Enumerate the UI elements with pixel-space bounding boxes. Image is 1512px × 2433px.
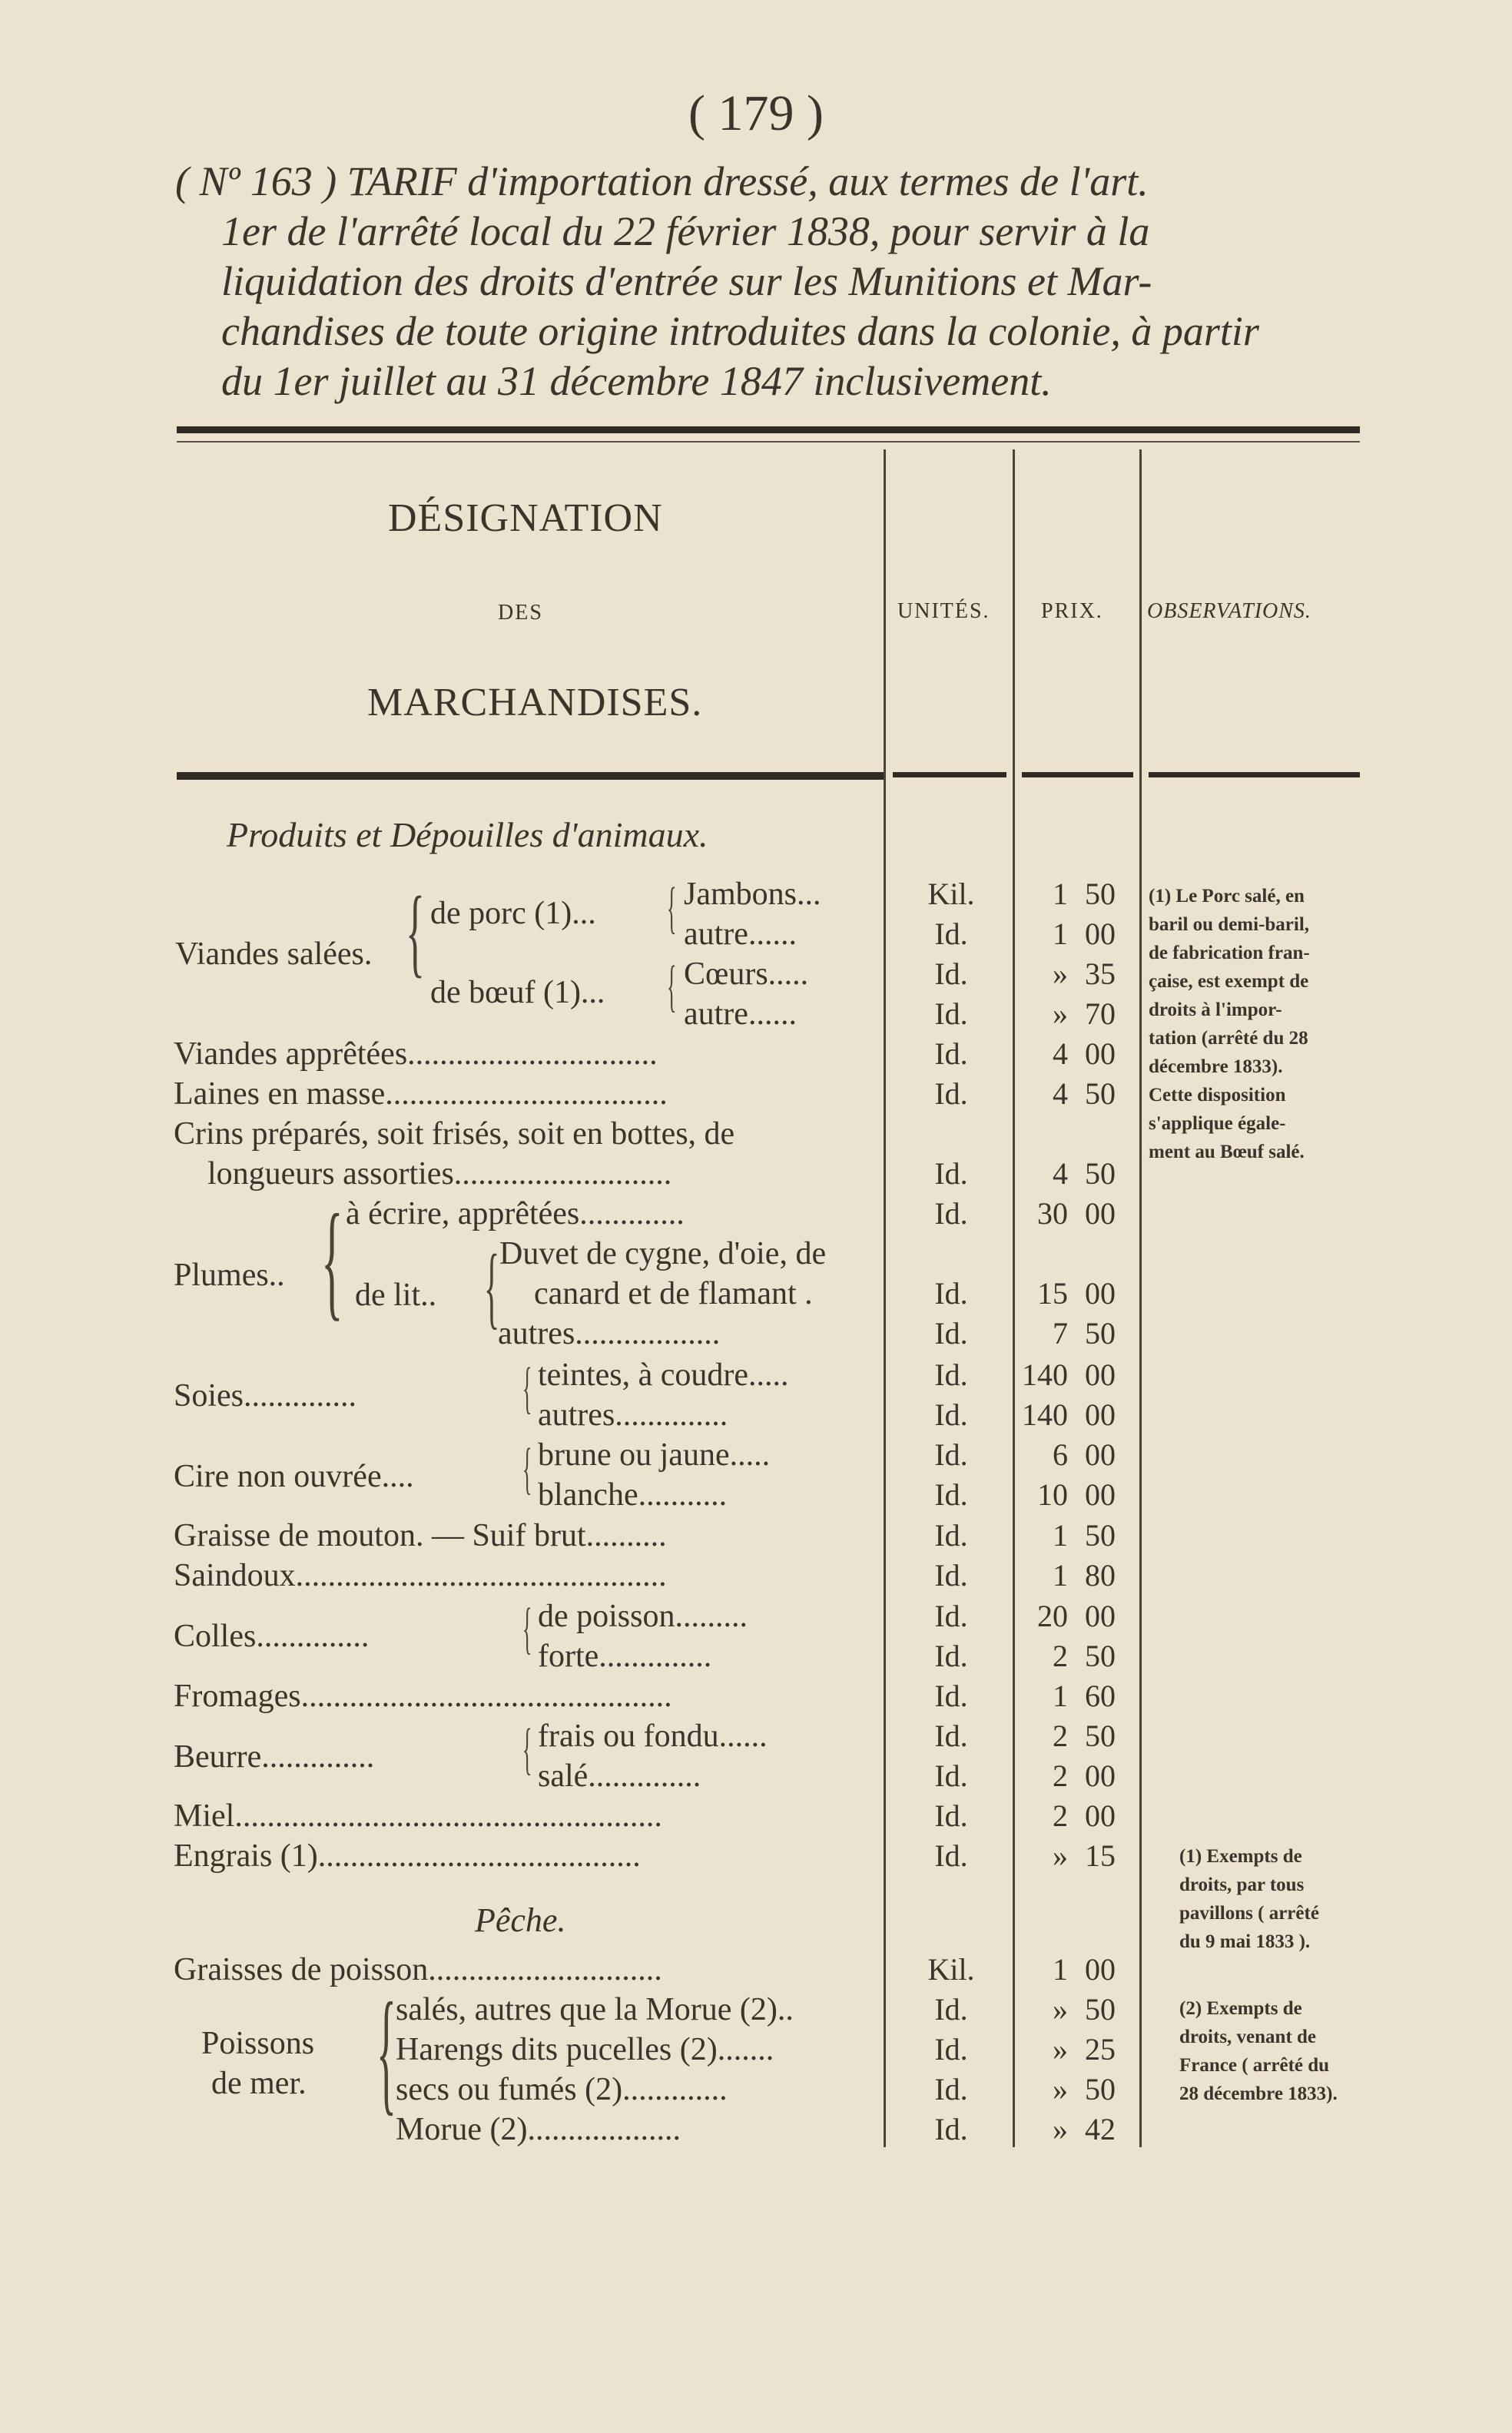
row-label: Morue (2)................... <box>396 2112 681 2147</box>
header-rule-units <box>893 772 1006 777</box>
row-prix-centimes: 50 <box>1085 1518 1116 1553</box>
row-label: autre...... <box>684 917 797 952</box>
row-prix-francs: » <box>1053 2032 1068 2067</box>
row-prix-centimes: 00 <box>1085 1276 1116 1311</box>
label-soies: Soies.............. <box>174 1378 357 1414</box>
row-prix-francs: 1 <box>1053 917 1068 951</box>
row-prix-centimes: 80 <box>1085 1558 1116 1593</box>
row-label: Engrais (1)........................................ <box>174 1838 641 1874</box>
brace-colles: { <box>522 1597 532 1660</box>
row-label: secs ou fumés (2)............. <box>396 2072 728 2107</box>
label-de-lit: de lit.. <box>355 1278 437 1313</box>
row-prix-francs: 1 <box>1053 1518 1068 1553</box>
row-unit: Id. <box>934 1276 968 1311</box>
column-divider-prix <box>1013 449 1015 2147</box>
row-label: blanche........... <box>538 1477 728 1513</box>
brace-viandes: { <box>406 877 425 987</box>
header-des: DES <box>498 601 543 625</box>
observation-note-engrais: (1) Exempts de droits, par tous pavillons ( arrêté du 9 mai 1833 ). <box>1179 1846 1319 1952</box>
row-unit: Id. <box>934 996 968 1031</box>
header-rule-prix <box>1022 772 1133 777</box>
row-unit: Id. <box>934 1758 968 1793</box>
row-prix-centimes: 50 <box>1085 1316 1116 1351</box>
label-de-boeuf: de bœuf (1)... <box>430 975 605 1010</box>
row-label: à écrire, apprêtées............. <box>346 1196 685 1231</box>
column-divider-observations <box>1139 449 1142 2147</box>
label-de-porc: de porc (1)... <box>430 896 596 931</box>
brace-poissons: { <box>376 1974 396 2127</box>
title-line-5: du 1er juillet au 31 décembre 1847 inclusivement. <box>221 358 1052 404</box>
row-label: Fromages.............................................. <box>174 1679 672 1714</box>
row-unit: Id. <box>934 1518 968 1553</box>
section-peche: Pêche. <box>475 1901 566 1939</box>
row-prix-francs: 1 <box>1053 1558 1068 1593</box>
row-prix-francs: 4 <box>1053 1076 1068 1111</box>
row-unit: Id. <box>934 1639 968 1673</box>
title-line-3: liquidation des droits d'entrée sur les Munitions et Mar- <box>221 258 1152 304</box>
row-prix-centimes: 00 <box>1085 1437 1116 1472</box>
top-rule-thick <box>177 426 1360 433</box>
row-prix-francs: 4 <box>1053 1156 1068 1191</box>
row-prix-centimes: 00 <box>1085 1758 1116 1793</box>
row-unit: Id. <box>934 1316 968 1351</box>
row-prix-centimes: 50 <box>1085 1076 1116 1111</box>
row-label: autres.............. <box>538 1397 728 1433</box>
row-unit: Id. <box>934 1397 968 1432</box>
row-prix-centimes: 50 <box>1085 877 1116 911</box>
row-prix-centimes: 00 <box>1085 1357 1116 1392</box>
row-label: Cœurs..... <box>684 956 809 992</box>
label-poissons: Poissons <box>201 2026 315 2061</box>
row-prix-centimes: 15 <box>1085 1838 1116 1873</box>
row-label: Crins préparés, soit frisés, soit en bottes, de <box>174 1116 735 1152</box>
row-prix-centimes: 35 <box>1085 956 1116 991</box>
row-prix-francs: » <box>1053 956 1068 991</box>
row-unit: Id. <box>934 1599 968 1633</box>
row-unit: Id. <box>934 2072 968 2107</box>
row-prix-francs: 6 <box>1053 1437 1068 1472</box>
row-prix-centimes: 50 <box>1085 1992 1116 2027</box>
row-unit: Kil. <box>927 877 975 911</box>
title-line-4: chandises de toute origine introduites dans la colonie, à partir <box>221 308 1259 354</box>
row-prix-francs: » <box>1053 1838 1068 1873</box>
observation-note-poissons: (2) Exempts de droits, venant de France ( arrêté du 28 décembre 1833). <box>1179 1998 1338 2104</box>
row-prix-francs: 1 <box>1053 877 1068 911</box>
row-unit: Id. <box>934 1357 968 1392</box>
brace-soies: { <box>522 1357 532 1420</box>
row-label: salés, autres que la Morue (2).. <box>396 1992 794 2027</box>
row-label: Graisse de mouton. — Suif brut.......... <box>174 1518 667 1553</box>
row-prix-francs: 140 <box>1022 1357 1068 1392</box>
row-prix-francs: 2 <box>1053 1719 1068 1753</box>
row-label: Saindoux.............................................. <box>174 1558 667 1593</box>
label-plumes: Plumes.. <box>174 1258 285 1293</box>
row-unit: Id. <box>934 956 968 991</box>
row-unit: Id. <box>934 1076 968 1111</box>
observation-note-porc-sale: (1) Le Porc salé, en baril ou demi-baril, de fabrication fran- çaise, est exempt de droits à l'impor- tation (arrêté du 28 décembre 1833). Cette disposition s'applique égale- ment au Bœuf salé. <box>1149 886 1310 1162</box>
label-beurre: Beurre.............. <box>174 1739 375 1775</box>
row-unit: Id. <box>934 1477 968 1512</box>
row-unit: Id. <box>934 1558 968 1593</box>
row-unit: Id. <box>934 1036 968 1071</box>
row-unit: Kil. <box>927 1952 975 1987</box>
row-prix-francs: 2 <box>1053 1758 1068 1793</box>
row-prix-francs: 4 <box>1053 1036 1068 1071</box>
row-label: forte.............. <box>538 1639 712 1674</box>
row-label: salé.............. <box>538 1758 701 1794</box>
row-prix-centimes: 00 <box>1085 1196 1116 1231</box>
row-unit: Id. <box>934 2112 968 2146</box>
brace-beurre: { <box>522 1718 532 1781</box>
row-prix-centimes: 00 <box>1085 1036 1116 1071</box>
row-prix-centimes: 00 <box>1085 1397 1116 1432</box>
row-unit: Id. <box>934 2032 968 2067</box>
header-prix: PRIX. <box>1041 599 1103 623</box>
row-unit: Id. <box>934 1437 968 1472</box>
column-divider-units <box>884 449 886 2147</box>
brace-cire: { <box>522 1437 532 1500</box>
row-unit: Id. <box>934 1679 968 1713</box>
row-prix-francs: 15 <box>1037 1276 1068 1311</box>
row-prix-centimes: 00 <box>1085 917 1116 951</box>
row-prix-centimes: 42 <box>1085 2112 1116 2146</box>
row-prix-centimes: 50 <box>1085 2072 1116 2107</box>
header-rule-designation <box>177 772 884 780</box>
row-prix-francs: 20 <box>1037 1599 1068 1633</box>
header-designation: DÉSIGNATION <box>388 496 663 540</box>
row-prix-centimes: 00 <box>1085 1477 1116 1512</box>
row-prix-francs: 10 <box>1037 1477 1068 1512</box>
row-label: Graisses de poisson............................. <box>174 1952 662 1987</box>
row-prix-centimes: 00 <box>1085 1952 1116 1987</box>
label-cire: Cire non ouvrée.... <box>174 1459 414 1494</box>
label-de-mer: de mer. <box>211 2066 307 2101</box>
row-prix-francs: » <box>1053 2112 1068 2146</box>
row-prix-francs: 1 <box>1053 1679 1068 1713</box>
row-label: canard et de flamant . <box>534 1276 813 1311</box>
top-rule-thin <box>177 441 1360 443</box>
row-label: frais ou fondu...... <box>538 1719 768 1754</box>
row-label: Jambons... <box>684 877 821 912</box>
row-label: brune ou jaune..... <box>538 1437 771 1473</box>
row-unit: Id. <box>934 917 968 951</box>
label-viandes-salees: Viandes salées. <box>175 936 373 972</box>
row-label: de poisson......... <box>538 1599 748 1634</box>
row-label: teintes, à coudre..... <box>538 1357 789 1393</box>
row-prix-francs: 2 <box>1053 1639 1068 1673</box>
row-unit: Id. <box>934 1798 968 1833</box>
row-prix-francs: » <box>1053 1992 1068 2027</box>
row-prix-centimes: 50 <box>1085 1639 1116 1673</box>
row-prix-centimes: 00 <box>1085 1798 1116 1833</box>
row-unit: Id. <box>934 1196 968 1231</box>
row-prix-francs: » <box>1053 2072 1068 2107</box>
header-unites: UNITÉS. <box>897 599 990 623</box>
brace-plumes: { <box>321 1188 343 1332</box>
row-prix-francs: 2 <box>1053 1798 1068 1833</box>
row-prix-centimes: 50 <box>1085 1156 1116 1191</box>
row-label: Viandes apprêtées............................... <box>174 1036 658 1072</box>
row-label: Laines en masse................................... <box>174 1076 668 1112</box>
title-line-2: 1er de l'arrêté local du 22 février 1838, pour servir à la <box>221 208 1150 254</box>
section-produits-animaux: Produits et Dépouilles d'animaux. <box>227 815 708 854</box>
header-observations: OBSERVATIONS. <box>1147 599 1311 623</box>
row-prix-centimes: 00 <box>1085 1599 1116 1633</box>
row-unit: Id. <box>934 1156 968 1191</box>
row-unit: Id. <box>934 1992 968 2027</box>
row-prix-francs: 140 <box>1022 1397 1068 1432</box>
row-label: Harengs dits pucelles (2)....... <box>396 2032 774 2067</box>
title-line-1: ( Nº 163 ) TARIF d'importation dressé, aux termes de l'art. <box>175 158 1149 204</box>
row-label: autre...... <box>684 996 797 1032</box>
header-rule-observations <box>1149 772 1360 777</box>
row-label: Duvet de cygne, d'oie, de <box>499 1236 827 1271</box>
row-label: autres.................. <box>498 1316 721 1351</box>
row-label: longueurs assorties........................... <box>207 1156 672 1192</box>
brace-boeuf: { <box>667 955 677 1018</box>
row-prix-francs: 1 <box>1053 1952 1068 1987</box>
header-marchandises: MARCHANDISES. <box>367 681 703 724</box>
row-prix-francs: 30 <box>1037 1196 1068 1231</box>
row-unit: Id. <box>934 1719 968 1753</box>
brace-de-lit: { <box>484 1235 500 1337</box>
row-prix-francs: » <box>1053 996 1068 1031</box>
row-prix-francs: 7 <box>1053 1316 1068 1351</box>
row-label: Miel..................................................... <box>174 1798 662 1834</box>
page-number: ( 179 ) <box>688 85 824 141</box>
label-colles: Colles.............. <box>174 1619 370 1654</box>
row-prix-centimes: 60 <box>1085 1679 1116 1713</box>
row-prix-centimes: 50 <box>1085 1719 1116 1753</box>
brace-porc: { <box>667 877 677 940</box>
row-prix-centimes: 25 <box>1085 2032 1116 2067</box>
row-prix-centimes: 70 <box>1085 996 1116 1031</box>
row-unit: Id. <box>934 1838 968 1873</box>
